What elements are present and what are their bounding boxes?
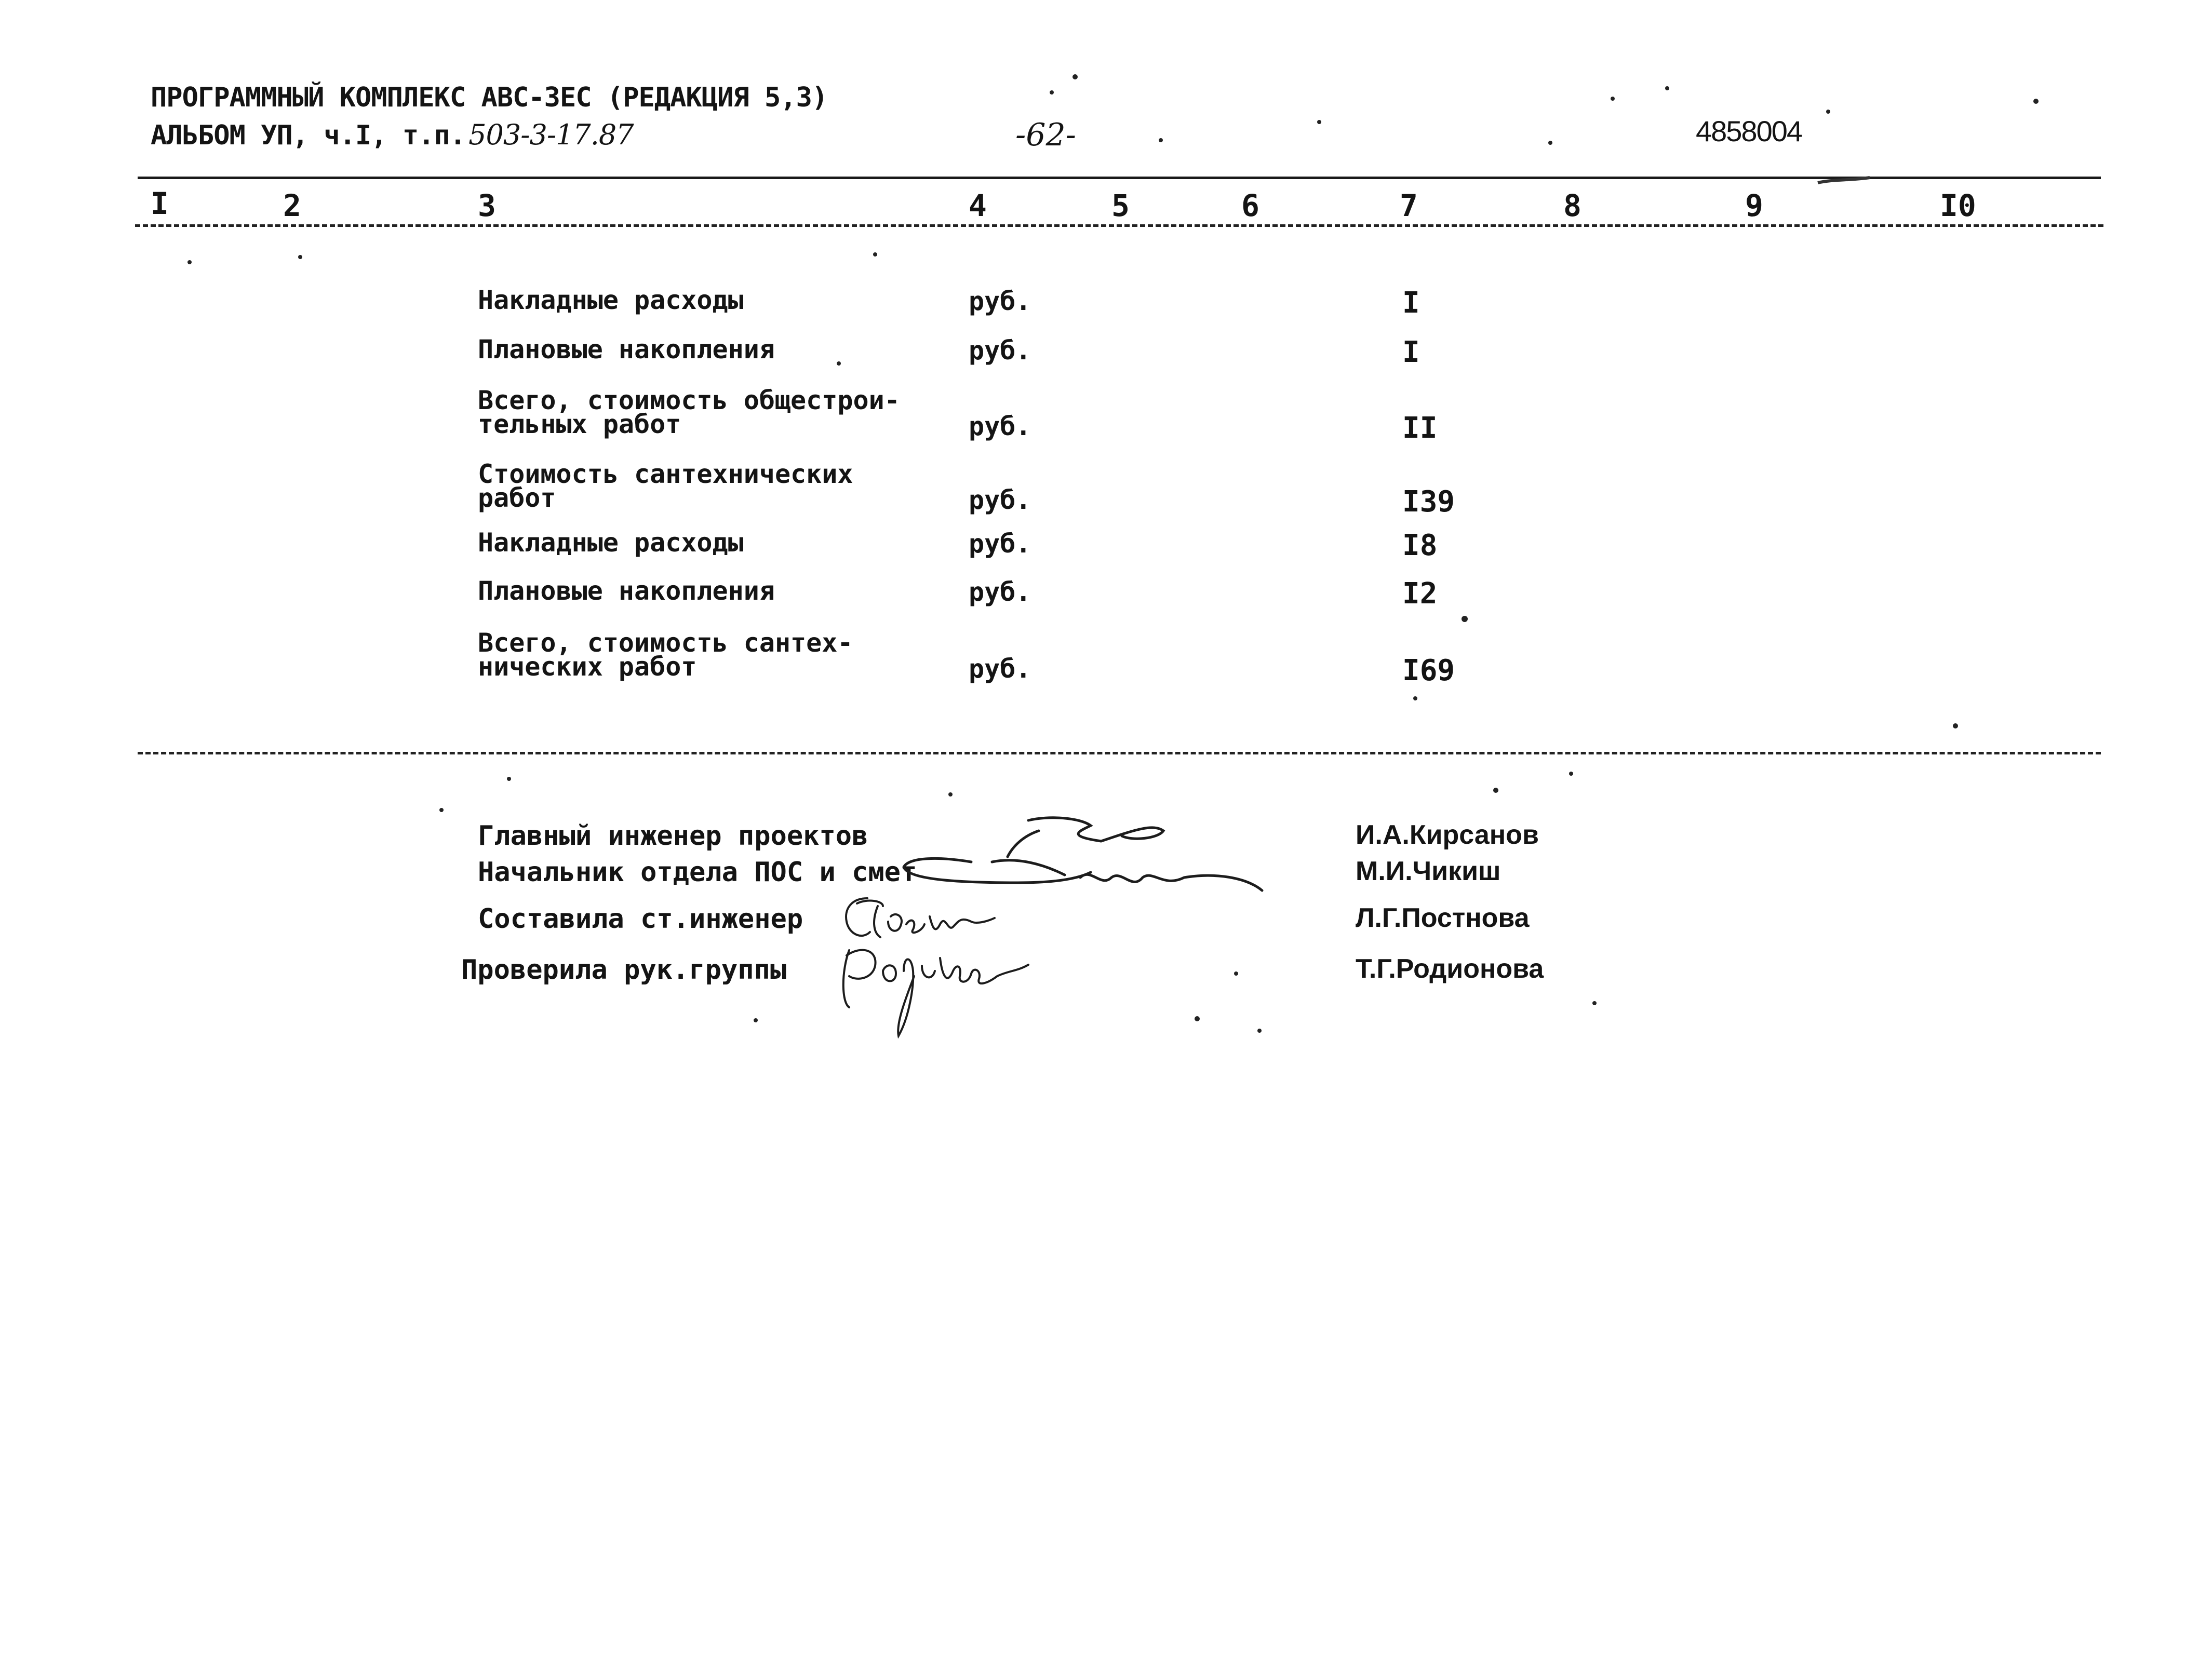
row-unit: руб.	[969, 577, 1031, 607]
row-name: Плановые накопления	[478, 576, 775, 606]
signature-role: Проверила рук.группы	[461, 954, 787, 986]
row-unit: руб.	[969, 286, 1031, 316]
page-number: -62-	[1015, 117, 1076, 153]
row-unit: руб.	[969, 485, 1031, 515]
signature-role: Составила ст.инженер	[478, 903, 803, 935]
document-number: 4858004	[1696, 115, 1802, 147]
row-unit: руб.	[969, 654, 1031, 684]
column-number: I0	[1940, 188, 1976, 223]
column-number: 7	[1400, 188, 1418, 223]
row-value: I8	[1402, 529, 1438, 562]
row-name: Накладные расходы	[478, 528, 744, 558]
row-unit: руб.	[969, 529, 1031, 559]
signature-role: Главный инженер проектов	[478, 820, 868, 852]
row-value: I39	[1402, 485, 1455, 519]
signature-role: Начальник отдела ПОС и смет	[478, 857, 917, 888]
row-name: Стоимость сантехнических работ	[478, 459, 853, 513]
row-name: Накладные расходы	[478, 285, 744, 315]
column-number: 8	[1563, 188, 1581, 223]
column-number: 4	[969, 188, 987, 223]
row-name: Всего, стоимость общестрои- тельных работ	[478, 385, 900, 439]
header-title: ПРОГРАММНЫЙ КОМПЛЕКС АВС-ЗЕС (РЕДАКЦИЯ 5,3)	[151, 82, 828, 113]
row-value: I69	[1402, 654, 1455, 687]
row-name: Плановые накопления	[478, 334, 775, 365]
column-number: 6	[1241, 188, 1259, 223]
column-number: 9	[1745, 188, 1763, 223]
header-subtitle-prefix: АЛЬБОМ УП, ч.I, т.п.	[151, 120, 466, 151]
signature-name: Л.Г.Постнова	[1356, 903, 1530, 933]
signature-name: Т.Г.Родионова	[1356, 954, 1544, 984]
column-number: 2	[283, 188, 301, 223]
row-value: I2	[1402, 577, 1438, 611]
row-value: II	[1402, 411, 1438, 445]
row-value: I	[1402, 335, 1420, 369]
row-value: I	[1402, 286, 1420, 320]
column-number: I	[151, 186, 169, 221]
column-number: 3	[478, 188, 496, 223]
header-handwritten-number: 503-3-17.87	[468, 118, 634, 151]
row-unit: руб.	[969, 411, 1031, 441]
column-number: 5	[1111, 188, 1130, 223]
signature-name: И.А.Кирсанов	[1356, 820, 1539, 850]
row-unit: руб.	[969, 335, 1031, 366]
row-name: Всего, стоимость сантех- нических работ	[478, 628, 853, 682]
signature-name: М.И.Чикиш	[1356, 856, 1501, 886]
